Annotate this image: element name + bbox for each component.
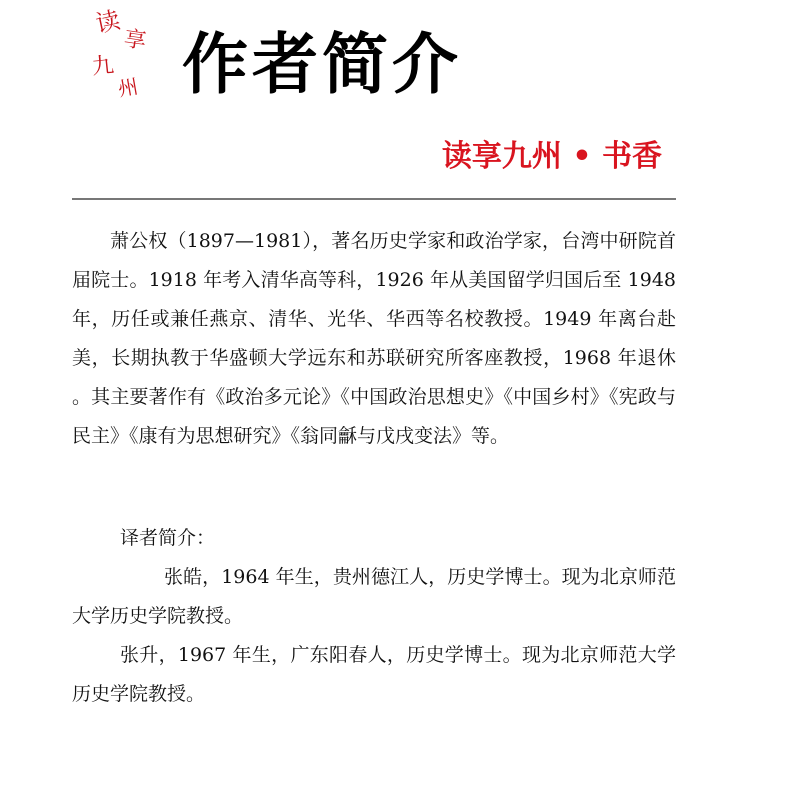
publisher-logo bbox=[88, 5, 168, 108]
translator-bio-paragraph: 张升，1967 年生，广东阳春人，历史学博士。现为北京师范大学历史学院教授。 bbox=[72, 644, 676, 705]
translator-bio-paragraph: 张皓，1964 年生，贵州德江人，历史学博士。现为北京师范大学历史学院教授。 bbox=[72, 566, 676, 627]
header-divider bbox=[72, 198, 676, 200]
page-content bbox=[72, 222, 676, 714]
translator-section-label: 译者简介： bbox=[120, 527, 216, 549]
author-bio-paragraph: 萧公权（1897—1981），著名历史学家和政治学家，台湾中研院首届院士。1918 年考入清华高等科，1926 年从美国留学归国后至 1948 年，历任或兼任燕京、清华、光华、华西等名校教授。1949 年离台赴美，长期执教于华盛顿大学远东和苏联研究所客座教授，1968 年退休。其主要著作有《政治多元论》《中国政治思想史》《中国乡村》《宪政与民主》《康有为思想研究》《翁同龢与戊戌变法》等。 bbox=[72, 230, 676, 447]
logo-char-jiu: 九 bbox=[90, 52, 116, 81]
publisher-slogan: 读享九州 • 书香 bbox=[441, 139, 662, 174]
page-title: 作者简介 bbox=[182, 26, 462, 103]
logo-char-zhou: 州 bbox=[116, 74, 136, 102]
logo-char-du: 读 bbox=[93, 5, 123, 39]
logo-char-xiang: 享 bbox=[122, 26, 148, 55]
